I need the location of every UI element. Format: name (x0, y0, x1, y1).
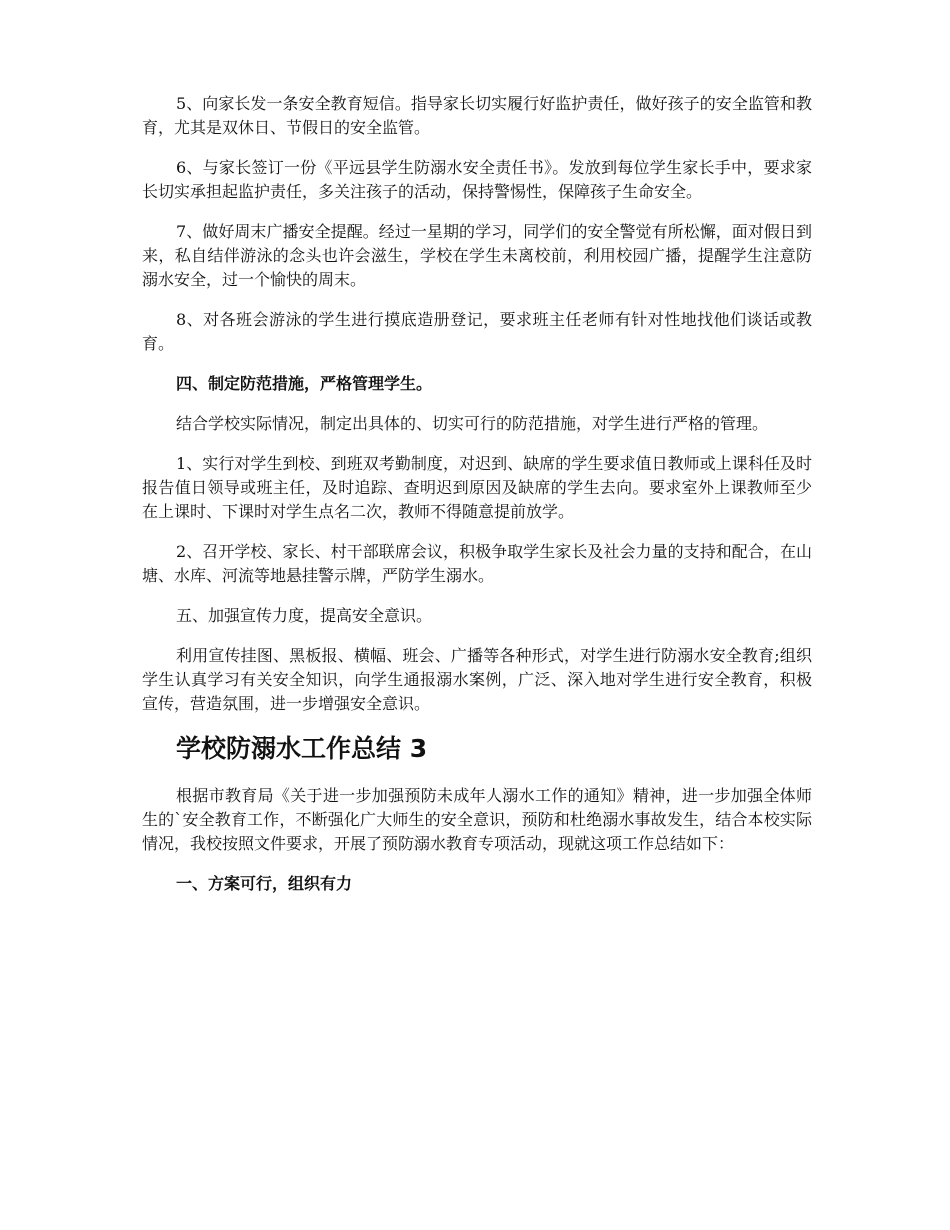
paragraph-item-6: 6、与家长签订一份《平远县学生防溺水安全责任书》。发放到每位学生家长手中，要求家长切实承担起监护责任，多关注孩子的活动，保持警惕性，保障孩子生命安全。 (142, 158, 812, 201)
paragraph-summary-intro: 根据市教育局《关于进一步加强预防未成年人溺水工作的通知》精神，进一步加强全体师生的`安全教育工作，不断强化广大师生的安全意识，预防和杜绝溺水事故发生，结合本校实际情况，我校按照文件要求，开展了预防溺水教育专项活动，现就这项工作总结如下： (142, 786, 812, 853)
document-section-title: 学校防溺水工作总结 3 (176, 734, 428, 763)
paragraph-intro-measures: 结合学校实际情况，制定出具体的、切实可行的防范措施，对学生进行严格的管理。 (176, 414, 769, 433)
paragraph-publicity: 利用宣传挂图、黑板报、横幅、班会、广播等各种形式，对学生进行防溺水安全教育;组织学生认真学习有关安全知识，向学生通报溺水案例，广泛、深入地对学生进行安全教育，积极宣传，营造氛围，进一步增强安全意识。 (142, 646, 812, 713)
paragraph-item-5: 5、向家长发一条安全教育短信。指导家长切实履行好监护责任，做好孩子的安全监管和教育，尤其是双休日、节假日的安全监管。 (142, 94, 812, 137)
paragraph-item-7: 7、做好周末广播安全提醒。经过一星期的学习，同学们的安全警觉有所松懈，面对假日到来，私自结伴游泳的念头也许会滋生，学校在学生未离校前，利用校园广播，提醒学生注意防溺水安全，过一个愉快的周末。 (142, 222, 812, 289)
section-heading-one: 一、方案可行，组织有力 (176, 874, 353, 893)
paragraph-measure-1: 1、实行对学生到校、到班双考勤制度，对迟到、缺席的学生要求值日教师或上课科任及时报告值日领导或班主任，及时追踪、查明迟到原因及缺席的学生去向。要求室外上课教师至少在上课时、下课时对学生点名二次，教师不得随意提前放学。 (142, 454, 812, 521)
paragraph-measure-2: 2、召开学校、家长、村干部联席会议，积极争取学生家长及社会力量的支持和配合，在山塘、水库、河流等地悬挂警示牌，严防学生溺水。 (142, 542, 812, 585)
section-heading-four: 四、制定防范措施，严格管理学生。 (176, 374, 433, 393)
section-heading-five: 五、加强宣传力度，提高安全意识。 (176, 606, 433, 625)
paragraph-item-8: 8、对各班会游泳的学生进行摸底造册登记，要求班主任老师有针对性地找他们谈话或教育。 (142, 310, 812, 353)
document-page (142, 92, 812, 912)
